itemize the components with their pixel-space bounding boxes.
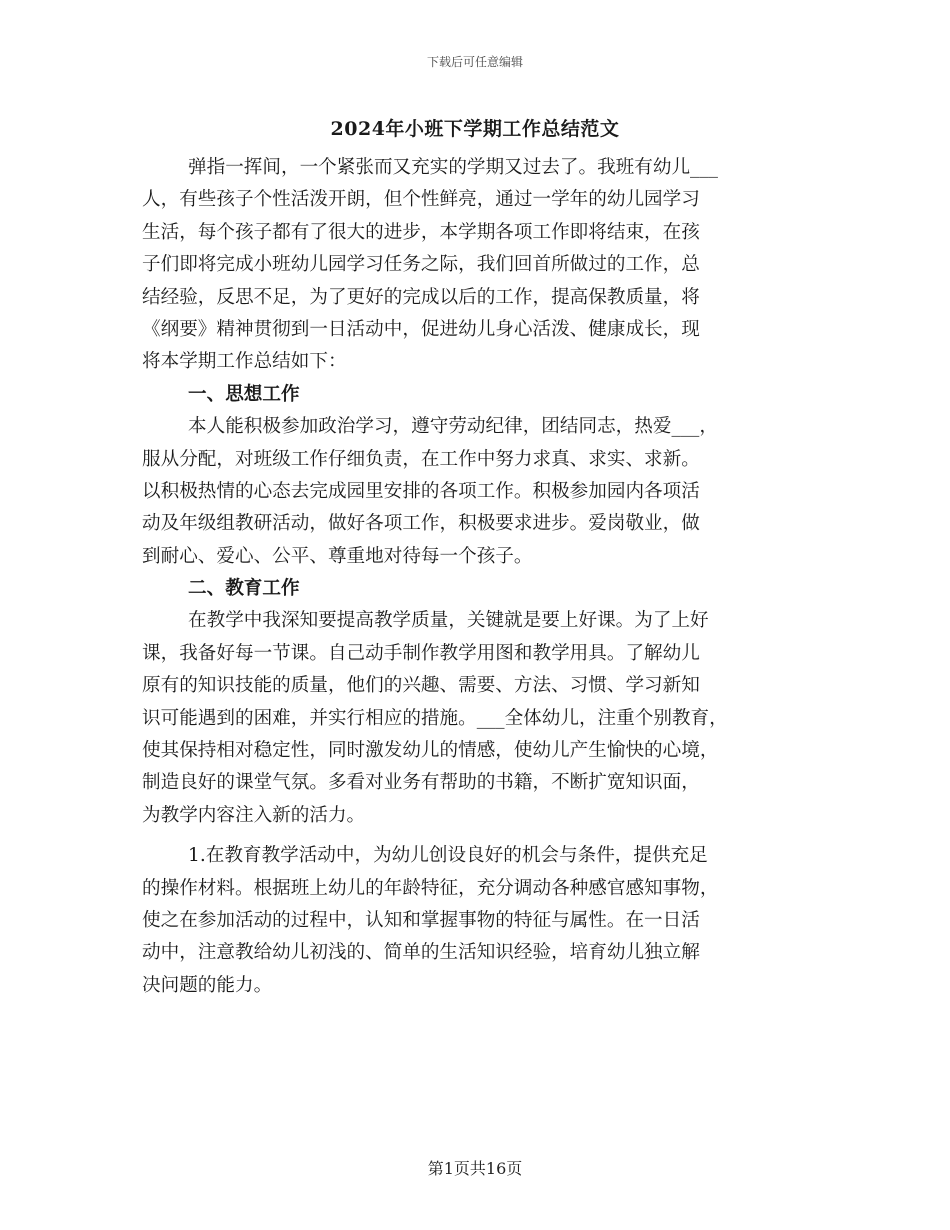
document-body bbox=[142, 152, 812, 1002]
text-line: 服从分配，对班级工作仔细负责，在工作中努力求真、求实、求新。 bbox=[142, 448, 700, 470]
text-line: 1.在教育教学活动中，为幼儿创设良好的机会与条件，提供充足 bbox=[188, 845, 708, 867]
section-heading: 一、思想工作 bbox=[188, 383, 300, 405]
text-line: 课，我备好每一节课。自己动手制作教学用图和教学用具。了解幼儿 bbox=[142, 642, 700, 664]
text-line: 本人能积极参加政治学习，遵守劳动纪律，团结同志，热爱___， bbox=[188, 416, 718, 438]
text-line: 生活，每个孩子都有了很大的进步，本学期各项工作即将结束，在孩 bbox=[142, 221, 700, 243]
section-heading: 二、教育工作 bbox=[188, 578, 300, 600]
text-line: 动中，注意教给幼儿初浅的、简单的生活知识经验，培育幼儿独立解 bbox=[142, 942, 700, 964]
text-line: 《纲要》精神贯彻到一日活动中，促进幼儿身心活泼、健康成长，现 bbox=[142, 318, 700, 340]
text-line: 人，有些孩子个性活泼开朗，但个性鲜亮，通过一学年的幼儿园学习 bbox=[142, 189, 700, 211]
text-line: 结经验，反思不足，为了更好的完成以后的工作，提高保教质量，将 bbox=[142, 286, 700, 308]
text-line: 在教学中我深知要提高教学质量，关键就是要上好课。为了上好 bbox=[188, 610, 709, 632]
page-footer: 第1页共16页 bbox=[427, 1159, 523, 1178]
paragraph-gap bbox=[142, 832, 812, 840]
text-line: 弹指一挥间，一个紧张而又充实的学期又过去了。我班有幼儿___ bbox=[188, 157, 718, 178]
text-line: 子们即将完成小班幼儿园学习任务之际，我们回首所做过的工作，总 bbox=[142, 254, 700, 276]
text-line: 识可能遇到的困难，并实行相应的措施。___全体幼儿，注重个别教育， bbox=[142, 707, 728, 729]
document-title: 2024年小班下学期工作总结范文 bbox=[330, 118, 620, 140]
text-line: 为教学内容注入新的活力。 bbox=[142, 804, 366, 826]
text-line: 使其保持相对稳定性，同时激发幼儿的情感，使幼儿产生愉快的心境， bbox=[142, 740, 719, 762]
text-line: 以积极热情的心态去完成园里安排的各项工作。积极参加园内各项活 bbox=[142, 480, 700, 502]
text-line: 到耐心、爱心、公平、尊重地对待每一个孩子。 bbox=[142, 545, 533, 567]
text-line: 决问题的能力。 bbox=[142, 974, 273, 996]
text-line: 的操作材料。根据班上幼儿的年龄特征，充分调动各种感官感知事物， bbox=[142, 877, 719, 899]
text-line: 制造良好的课堂气氛。多看对业务有帮助的书籍，不断扩宽知识面， bbox=[142, 772, 700, 794]
text-line: 将本学期工作总结如下： bbox=[142, 351, 347, 373]
text-line: 动及年级组教研活动，做好各项工作，积极要求进步。爱岗敬业，做 bbox=[142, 513, 700, 535]
text-line: 使之在参加活动的过程中，认知和掌握事物的特征与属性。在一日活 bbox=[142, 909, 700, 931]
text-line: 原有的知识技能的质量，他们的兴趣、需要、方法、习惯、学习新知 bbox=[142, 675, 700, 697]
header-note: 下载后可任意编辑 bbox=[426, 55, 523, 69]
